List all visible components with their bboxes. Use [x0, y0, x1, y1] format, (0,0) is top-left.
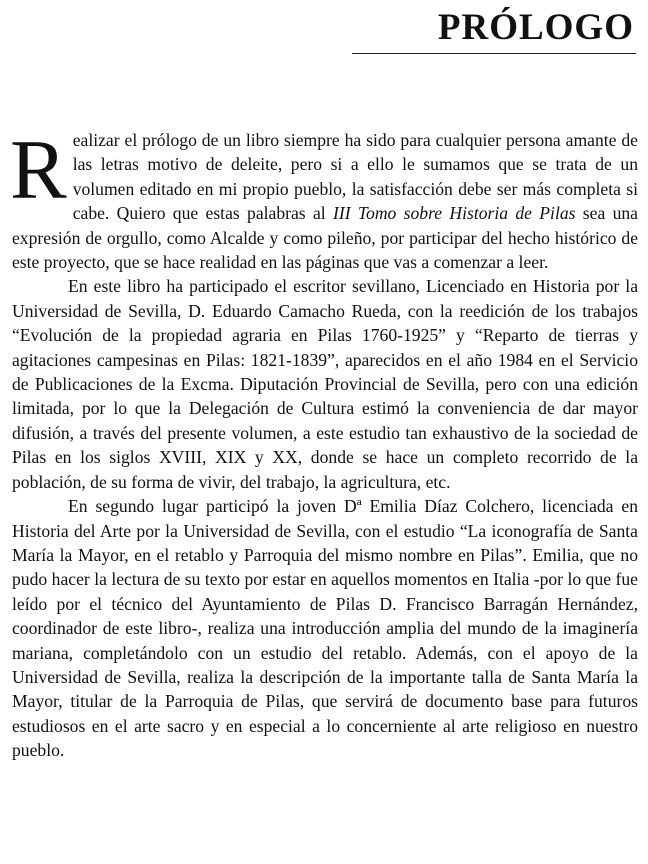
drop-cap: R — [10, 123, 67, 217]
paragraph-1 — [10, 123, 638, 274]
paragraph-2: En este libro ha participado el escritor sevillano, Licenciado en Historia por la Universidad de Sevilla, D. Eduardo Camacho Rueda, con la reedición de los trabajos “Evolución de la propiedad agraria en Pilas 1760-1925” y “Reparto de tierras y agitaciones campesinas en Pilas: 1821-1839”, aparecidos en el año 1984 en el Servicio de Publicaciones de la Excma. Diputación Provincial de Sevilla, pero con una edición limitada, por lo que la Delegación de Cultura estimó la conveniencia de dar mayor difusión, a través del presente volumen, a este estudio tan exhaustivo de la sociedad de Pilas en los siglos XVIII, XIX y XX, donde se hace un completo recorrido de la población, de su forma de vivir, del trabajo, la agricultura, etc. — [12, 276, 638, 492]
body-text — [10, 123, 638, 763]
paragraph-1-text-a: ealizar el prólogo de un libro siempre ha sido para cualquier persona amante de las letras motivo de deleite, pero si a ello le sumamos que se trata de un volumen editado en mi propio pueblo, la satisfacción debe ser más completa si cabe. Quiero que estas palabras al — [72, 130, 638, 224]
paragraph-3: En segundo lugar participó la joven Dª Emilia Díaz Colchero, licenciada en Historia del Arte por la Universidad de Sevilla, con el estudio “La iconografía de Santa María la Mayor, en el retablo y Parroquia del mismo nombre en Pilas”. Emilia, que no pudo hacer la lectura de su texto por estar en aquellos momentos en Italia -por lo que fue leído por el técnico del Ayuntamiento de Pilas D. Francisco Barragán Hernández, coordinador de este libro-, realiza una introducción amplia del mundo de la imaginería mariana, completándolo con un estudio del retablo. Además, con el apoyo de la Universidad de Sevilla, realiza la descripción de la importante talla de Santa María la Mayor, titular de la Parroquia de Pilas, que servirá de documento base para futuros estudiosos en el arte sacro y en especial a lo concerniente al arte religioso en nuestro pueblo. — [12, 496, 638, 761]
book-title-italic: III Tomo sobre Historia de Pilas — [332, 203, 576, 224]
title-underline — [352, 53, 636, 54]
paragraph-1-text-b: sea una expresión de orgullo, como Alcalde y como pileño, por participar del hecho histórico de este proyecto, que se hace realidad en las páginas que vas a comenzar a leer. — [12, 203, 638, 273]
page-title: PRÓLOGO — [437, 7, 634, 48]
